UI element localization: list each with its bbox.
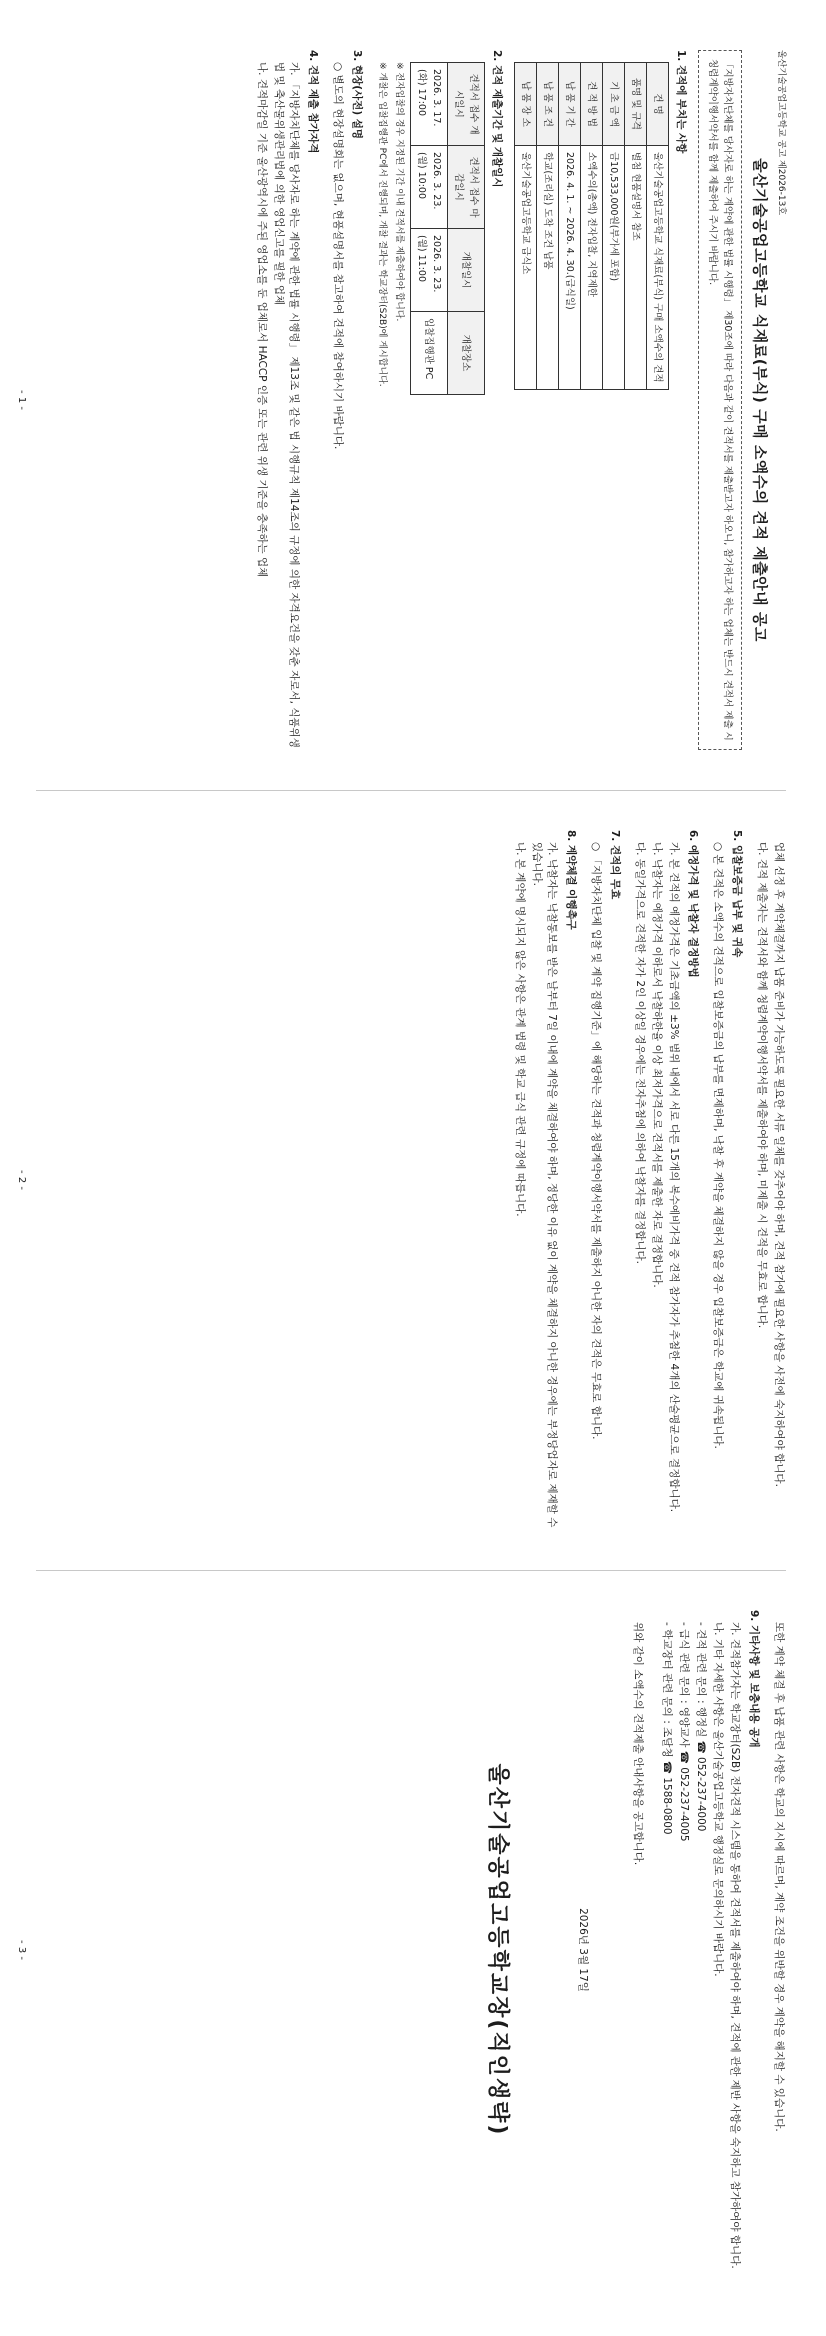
table-row bbox=[603, 63, 625, 390]
notice-box: 「지방자치단체를 당사자로 하는 계약에 관한 법률 시행령」 제30조에 따라 다음과 같이 견적서를 제출받고자 하오니, 참가하고자 하는 업체는 반드시 견적서 제출 시 청렴계약이행서약서를 함께 제출하여 주시기 바랍니다. bbox=[698, 50, 742, 750]
schedule-note: ※ 개찰은 입찰집행관 PC에서 진행되며, 개찰 결과는 학교장터(S2B)에 게시합니다. bbox=[377, 62, 387, 387]
table-row bbox=[581, 63, 603, 390]
schedule-table bbox=[410, 62, 485, 395]
table-value: 별첨 현품설명서 참조 bbox=[625, 146, 647, 390]
table-value: 금10,533,000원(부가세 포함) bbox=[603, 146, 625, 390]
document-page-2 bbox=[0, 800, 826, 1560]
table-row bbox=[647, 63, 669, 390]
table-key: 견 적 방 법 bbox=[581, 63, 603, 146]
table-key: 품명 및 규격 bbox=[625, 63, 647, 146]
page-3-intro: 또한 계약 체결 후 납품 관련 사항은 학교의 지시에 따르며, 계약 조건을 위반할 경우 계약을 해지할 수 있습니다. bbox=[773, 1622, 785, 2132]
table-row bbox=[625, 63, 647, 390]
table-key: 납 품 장 소 bbox=[515, 63, 537, 146]
announcement-date: 2026년 3월 17일 bbox=[577, 1908, 589, 1992]
document-number: 울산기술공업고등학교 공고 제2026-13호 bbox=[776, 50, 786, 216]
section-4-item-b: 나. 견적마감일 기준 울산광역시에 주된 영업소를 둔 업체로서 HACCP 인증 또는 관련 위생 기준을 충족하는 업체 bbox=[256, 62, 268, 578]
schedule-note: ※ 전자입찰의 경우 지정된 기간 이내 견적서를 제출하여야 합니다. bbox=[394, 62, 404, 322]
section-5-text: ○ 본 견적은 소액수의 견적으로 입찰보증금의 납부를 면제하며, 낙찰 후 계약을 체결하지 않을 경우 입찰보증금은 학교에 귀속됩니다. bbox=[712, 842, 724, 1449]
section-6-item-b: 나. 낙찰자는 예정가격 이하로서 낙찰하한율 이상 최저가격으로 견적서를 제출한 자로 결정합니다. bbox=[651, 842, 663, 1288]
table-cell: 입찰집행관 PC bbox=[411, 312, 448, 395]
table-key: 납 품 조 건 bbox=[537, 63, 559, 146]
table-value: 울산기술공업고등학교 급식소 bbox=[515, 146, 537, 390]
section-3-text: ○ 별도의 현장설명회는 없으며, 현품설명서를 참고하여 견적에 참여하시기 바랍니다. bbox=[332, 62, 344, 450]
section-8-item-a: 가. 낙찰자는 낙찰통보를 받은 날부터 7일 이내에 계약을 체결하여야 하며, 정당한 이유 없이 계약을 체결하지 아니한 경우에는 부정당업자로 제재할 수 있습니다. bbox=[531, 842, 558, 1528]
page-number: - 3 - bbox=[16, 1940, 27, 1960]
contact-line: - 견적 관련 문의 : 행정실 ☎ 052-237-4000 bbox=[695, 1622, 707, 1832]
table-key: 납 품 기 간 bbox=[559, 63, 581, 146]
page-2-intro: 다. 견적 제출자는 견적서와 함께 청렴계약이행서약서를 제출하여야 하며, 미제출 시 견적을 무효로 합니다. bbox=[756, 842, 768, 1329]
page-number: - 2 - bbox=[16, 1170, 27, 1190]
closing-statement: 위와 같이 소액수의 견적제출 안내사항을 공고합니다. bbox=[632, 1622, 644, 1866]
contact-line: - 학교장터 관련 문의 : 조달청 ☎ 1588-0800 bbox=[661, 1622, 673, 1835]
table-key: 기 초 금 액 bbox=[603, 63, 625, 146]
section-8-title: 8. 계약체결 이행촉구 bbox=[565, 830, 577, 930]
document-title: 울산기술공업고등학교 식재료(부식) 구매 소액수의 견적 제출안내 공고 bbox=[751, 158, 769, 642]
bid-info-table bbox=[514, 62, 669, 390]
page-2-intro: 업체 선정 후 계약체결까지 납품 준비가 가능하도록 필요한 서류 일체를 갖추어야 하며, 견적 참가에 필요한 사항을 사전에 숙지하여야 합니다. bbox=[773, 842, 785, 1487]
section-6-item-a: 가. 본 견적의 예정가격은 기초금액의 ±3% 범위 내에서 서로 다른 15개의 복수예비가격 중 견적 참가자가 추첨한 4개의 산술평균으로 결정합니다. bbox=[668, 842, 680, 1513]
section-7-text: ○ 「지방자치단체 입찰 및 계약 집행기준」에 해당하는 견적과 청렴계약이행서약서를 제출하지 아니한 자의 견적은 무효로 합니다. bbox=[590, 842, 602, 1440]
table-value: 학교(조리실) 도착 조건 납품 bbox=[537, 146, 559, 390]
page-number: - 1 - bbox=[16, 390, 27, 410]
section-9-item-a: 가. 견적참가자는 학교장터(S2B) 전자견적 시스템을 통하여 견적서를 제출하여야 하며, 견적에 관한 제반 사항을 숙지하고 참가하여야 합니다. bbox=[729, 1622, 741, 2269]
table-header: 견적서 접수 마감일시 bbox=[448, 146, 485, 229]
section-3-title: 3. 현장(사전) 설명 bbox=[351, 50, 363, 140]
document-page-3 bbox=[0, 1580, 826, 2320]
table-header: 개찰일시 bbox=[448, 229, 485, 312]
page-divider bbox=[36, 790, 786, 791]
table-cell: 2026. 3. 17.(화) 17:00 bbox=[411, 63, 448, 146]
table-value: 2026. 4. 1. ~ 2026. 4. 30.(급식일) bbox=[559, 146, 581, 390]
section-4-item-a: 가. 「지방자치단체를 당사자로 하는 계약에 관한 법률 시행령」 제13조 및 같은 법 시행규칙 제14조의 규정에 의한 자격요건을 갖춘 자로서, 식품위생법 및 축산물위생관리법에 의한 영업신고를 필한 업체 bbox=[273, 62, 300, 748]
table-key: 건 명 bbox=[647, 63, 669, 146]
table-cell: 2026. 3. 23.(월) 10:00 bbox=[411, 146, 448, 229]
section-1-title: 1. 견적에 부치는 사항 bbox=[675, 50, 687, 154]
table-header-row bbox=[448, 63, 485, 395]
contact-line: - 급식 관련 문의 : 영양교사 ☎ 052-237-4005 bbox=[678, 1622, 690, 1842]
table-header: 견적서 접수 개시일시 bbox=[448, 63, 485, 146]
section-8-item-b: 나. 본 계약에 명시되지 않은 사항은 관계 법령 및 학교 급식 관련 규정에 따릅니다. bbox=[514, 842, 526, 1217]
section-2-title: 2. 견적 제출기간 및 개찰일시 bbox=[491, 50, 503, 188]
signer-name: 울산기술공업고등학교장(직인생략) bbox=[485, 1763, 510, 2137]
section-6-item-c: 다. 동일가격으로 견적한 자가 2인 이상일 경우에는 전자추첨에 의하여 낙찰자를 결정합니다. bbox=[634, 842, 646, 1265]
section-4-title: 4. 견적 제출 참가자격 bbox=[307, 50, 319, 154]
table-value: 울산기술공업고등학교 식재료(부식) 구매 소액수의 견적 bbox=[647, 146, 669, 390]
section-9-item-b: 나. 기타 자세한 사항은 울산기술공업고등학교 행정실로 문의하시기 바랍니다. bbox=[712, 1622, 724, 1977]
table-row bbox=[515, 63, 537, 390]
table-value: 소액수의(총액) 전자입찰, 지역제한 bbox=[581, 146, 603, 390]
table-cell: 2026. 3. 23.(월) 11:00 bbox=[411, 229, 448, 312]
page-divider bbox=[36, 1570, 786, 1571]
table-row bbox=[411, 63, 448, 395]
section-9-title: 9. 기타사항 및 보충내용 공개 bbox=[748, 1610, 760, 1748]
section-6-title: 6. 예정가격 및 낙찰자 결정방법 bbox=[687, 830, 699, 978]
section-7-title: 7. 견적의 무효 bbox=[609, 830, 621, 900]
document-page-1 bbox=[0, 20, 826, 780]
table-header: 개찰장소 bbox=[448, 312, 485, 395]
section-5-title: 5. 입찰보증금 납부 및 귀속 bbox=[731, 830, 743, 958]
table-row bbox=[537, 63, 559, 390]
table-row bbox=[559, 63, 581, 390]
